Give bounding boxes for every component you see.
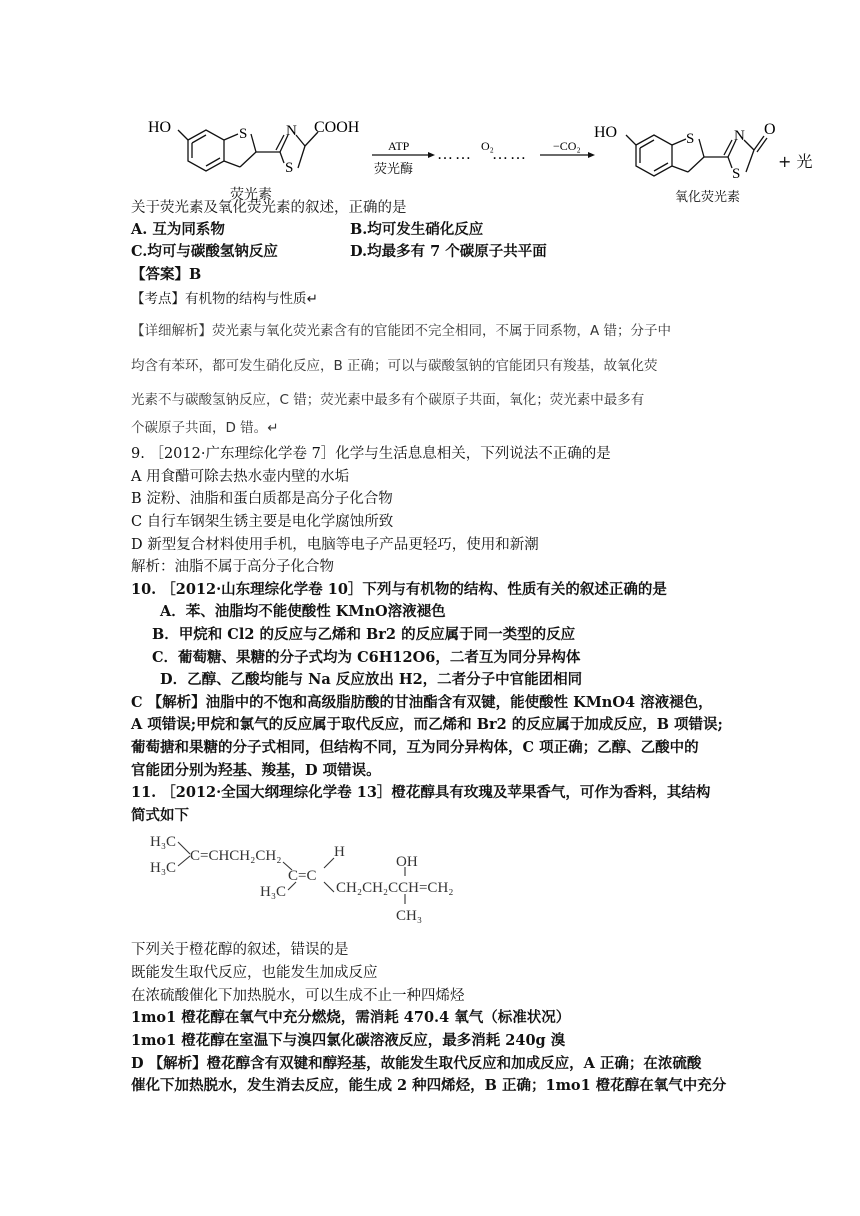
q8-detail-1: 【详细解析】荧光素与氧化荧光素含有的官能团不完全相同，不属于同系物，A 错；分子中 [131, 323, 672, 339]
svg-text:……: …… [492, 146, 528, 163]
s-label-2: S [285, 160, 294, 176]
q8-detail-2: 均含有苯环，都可发生硝化反应，B 正确；可以与碳酸氢钠的官能团只有羧基，故氧化荧 [131, 358, 658, 374]
s-label-4: S [732, 166, 741, 182]
q10-ans-1: C 【解析】油脂中的不饱和高级脂肪酸的甘油酯含有双键，能使酸性 KMnO4 溶液褪色， [131, 694, 713, 711]
q10-d: D．乙醇、乙酸均能与 Na 反应放出 H2，二者分子中官能团相同 [160, 671, 583, 688]
chain-2: CH₂CH₂CCH=CH₂ [336, 880, 454, 896]
ho-label-2: HO [594, 124, 618, 141]
q10-c: C．葡萄糖、果糖的分子式均为 C6H12O6，二者互为同分异构体 [152, 649, 581, 666]
q8-detail-4: 个碳原子共面，D 错。↵ [131, 420, 279, 436]
q10-a: A．苯、油脂均不能使酸性 KMnO溶液褪色 [160, 603, 446, 620]
c-eq-c: C=C [288, 868, 317, 884]
s-label-3: S [686, 131, 695, 147]
cooh-label: COOH [314, 119, 360, 136]
svg-text:……: …… [437, 146, 473, 163]
arrow1-top: ATP [388, 139, 410, 153]
q9-d: D 新型复合材料使用手机，电脑等电子产品更轻巧，使用和新潮 [131, 537, 539, 553]
arrow1-bottom: 荧光酶 [374, 162, 414, 177]
q8-kaodian: 【考点】有机物的结构与性质↵ [131, 291, 318, 307]
q9-b: B 淀粉、油脂和蛋白质都是高分子化合物 [131, 491, 393, 507]
q11-s4: 1mo1 橙花醇在室温下与溴四氯化碳溶液反应，最多消耗 240g 溴 [131, 1032, 566, 1049]
s-label-1: S [239, 126, 248, 142]
nerolidol-structure [0, 826, 860, 936]
q8-stem: 关于荧光素及氧化荧光素的叙述，正确的是 [131, 200, 407, 216]
q10-ans-2: A 项错误;甲烷和氯气的反应属于取代反应，而乙烯和 Br2 的反应属于加成反应，B 项错误; [131, 716, 723, 733]
q8-opt-c: C.均可与碳酸氢钠反应 [131, 243, 278, 260]
q11-question: 下列关于橙花醇的叙述，错误的是 [131, 942, 349, 958]
reaction-scheme [0, 0, 860, 210]
q9-a: A 用食醋可除去热水壶内壁的水垢 [131, 469, 350, 485]
chain-1: C=CHCH₂CH₂ [190, 848, 282, 864]
o-label: O [764, 121, 776, 138]
arrow2-top: O₂ [481, 139, 494, 153]
arrow3-top: −CO₂ [553, 139, 581, 153]
ho-label-1: HO [148, 119, 172, 136]
q11-s1: 既能发生取代反应，也能发生加成反应 [131, 965, 378, 981]
q8-opt-d: D.均最多有 7 个碳原子共平面 [350, 243, 547, 260]
h3c-bottom: H₃C [150, 860, 177, 876]
n-label-2: N [734, 128, 745, 144]
q11-stem-1: 11. ［2012·全国大纲理综化学卷 13］橙花醇具有玫瑰及苹果香气，可作为香料，其结构 [131, 784, 711, 801]
q10-stem: 10. ［2012·山东理综化学卷 10］下列与有机物的结构、性质有关的叙述正确的是 [131, 581, 667, 598]
luciferin-label: 荧光素 [230, 187, 272, 203]
q9-c: C 自行车钢架生锈主要是电化学腐蚀所致 [131, 514, 394, 530]
ch3-group: CH₃ [396, 908, 423, 924]
q8-detail-3: 光素不与碳酸氢钠反应，C 错；荧光素中最多有个碳原子共面，氧化；荧光素中最多有 [131, 392, 645, 408]
q8-opt-a: A. 互为同系物 [131, 221, 225, 238]
q8-answer: 【答案】B [131, 266, 202, 283]
q11-stem-2: 简式如下 [131, 807, 189, 824]
q9-jiexi: 解析：油脂不属于高分子化合物 [131, 559, 334, 575]
q8-opt-b: B.均可发生硝化反应 [350, 221, 484, 238]
q10-ans-3: 葡萄搪和果糖的分子式相同，但结构不同，互为同分异构体，C 项正确；乙醇、乙酸中的 [131, 739, 699, 756]
h-atom: H [334, 844, 345, 860]
h3c-mid: H₃C [260, 884, 287, 900]
q9-stem: 9. ［2012·广东理综化学卷 7］化学与生活息息相关，下列说法不正确的是 [131, 446, 611, 462]
n-label-1: N [286, 123, 297, 139]
h3c-top: H₃C [150, 834, 177, 850]
q11-s2: 在浓硫酸催化下加热脱水，可以生成不止一种四烯烃 [131, 988, 465, 1004]
q10-ans-4: 官能团分别为羟基、羧基，D 项错误。 [131, 762, 381, 779]
oxyluciferin-label: 氧化荧光素 [675, 190, 741, 205]
oh-group: OH [396, 854, 418, 870]
q11-ans-1: D 【解析】橙花醇含有双键和醇羟基，故能发生取代反应和加成反应，A 正确；在浓硫酸 [131, 1055, 702, 1072]
q11-s3: 1mo1 橙花醇在氧气中充分燃烧，需消耗 470.4 氧气（标准状况） [131, 1009, 571, 1026]
q10-b: B．甲烷和 Cl2 的反应与乙烯和 Br2 的反应属于同一类型的反应 [152, 626, 576, 643]
q11-ans-2: 催化下加热脱水，发生消去反应，能生成 2 种四烯烃，B 正确；1mo1 橙花醇在氧气中充分 [131, 1077, 727, 1094]
plus-light: + 光 [778, 152, 813, 171]
